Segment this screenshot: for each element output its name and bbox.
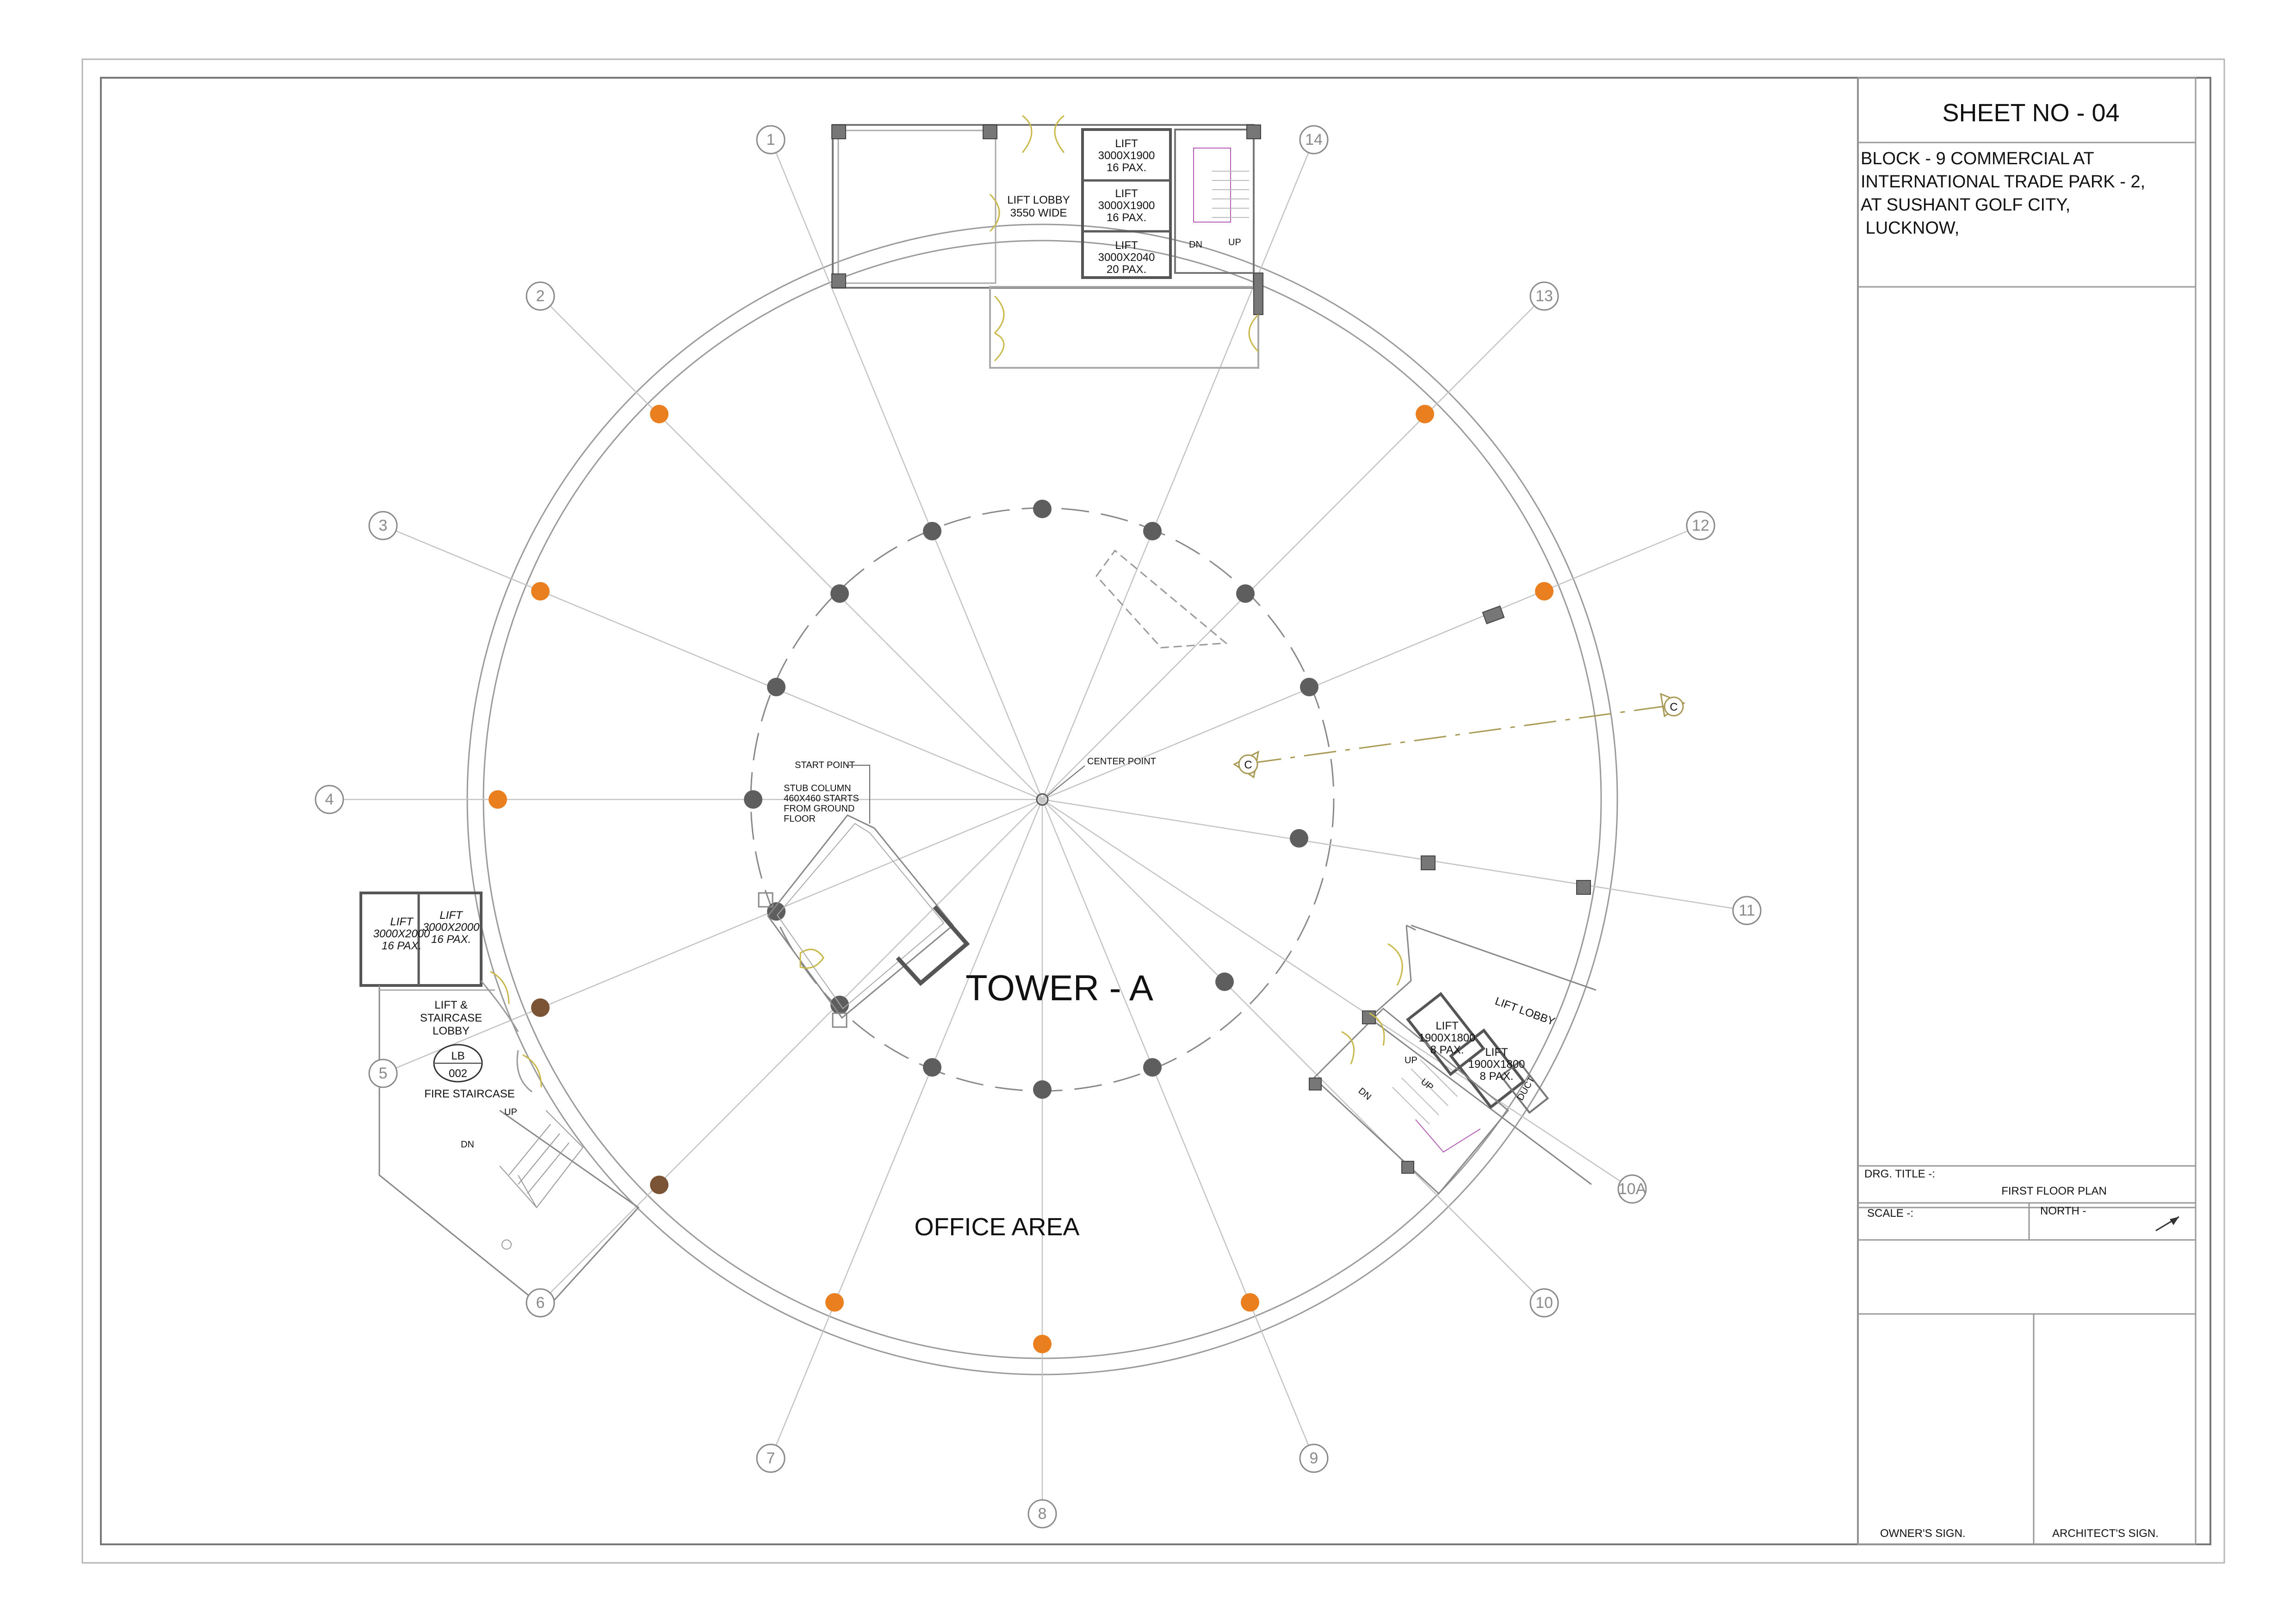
grid-line-7 [776,799,1042,1445]
perimeter-column [650,1176,668,1194]
grid-bubble-14 [1300,126,1328,154]
title-block [1858,78,2196,1544]
north-lift-2-line-3: 16 PAX. [1106,211,1147,224]
west-lobby-line-1: LIFT & [434,999,468,1011]
grid-bubble-3 [369,512,397,539]
inner-column [1300,678,1318,696]
north-label: NORTH - [2040,1205,2086,1217]
svg-text:5: 5 [378,1065,388,1082]
square-column [1577,880,1590,894]
north-lift-1-line-3: 16 PAX. [1106,161,1147,174]
west-lift-1-line-2: 3000X2000 [373,928,430,940]
columns [489,405,1553,1353]
grid-bubble-10 [1530,1289,1558,1317]
north-lift-2-line-1: LIFT [1115,187,1138,200]
perimeter-column [1535,582,1553,601]
north-lift-3-line-1: LIFT [1115,239,1138,252]
center-point-label: CENTER POINT [1087,756,1156,767]
lb-tag-line-2: 002 [448,1067,468,1080]
se-lift-lobby-label: LIFT LOBBY [1493,995,1557,1028]
west-lift-2-line-1: LIFT [439,909,463,922]
square-column [1421,856,1435,870]
svg-text:1: 1 [766,131,775,149]
stub-note-line-3: FROM GROUND [784,804,855,814]
project-line-2: INTERNATIONAL TRADE PARK - 2, [1861,172,2146,192]
north-lift-3-line-3: 20 PAX. [1106,263,1147,276]
grid-bubble-6 [526,1289,554,1317]
perimeter-column [825,1293,844,1312]
outer-border [82,59,2224,1563]
grid-bubble-8 [1028,1500,1056,1528]
north-lift-3-line-2: 3000X2040 [1098,251,1155,264]
project-line-3: AT SUSHANT GOLF CITY, [1861,195,2071,215]
grid-bubble-4 [316,786,343,813]
shaft-outline [1096,551,1226,648]
grid-bubble-13 [1530,282,1558,310]
office-area-label: OFFICE AREA [914,1213,1080,1241]
inner-column [830,584,849,603]
tower-label: TOWER - A [965,967,1153,1008]
grid-line-3 [396,531,1042,799]
svg-text:13: 13 [1535,287,1553,305]
west-stair-dn: DN [461,1140,474,1150]
southeast-core [1309,925,1596,1194]
grid-bubble-12 [1687,512,1714,539]
perimeter-column [650,405,668,423]
west-stair-up: UP [504,1107,517,1117]
west-lobby-line-2: STAIRCASE [420,1012,483,1024]
west-lobby-line-3: LOBBY [432,1025,470,1037]
north-lift-lobby-line-1: LIFT LOBBY [1007,194,1070,206]
inner-column [1215,973,1234,991]
svg-text:12: 12 [1692,517,1709,534]
north-lift-1-line-1: LIFT [1115,137,1138,150]
drawing-title: FIRST FLOOR PLAN [2001,1185,2107,1197]
grid-line-5 [396,799,1042,1068]
svg-text:6: 6 [536,1294,545,1312]
grid-bubble-10a [1618,1175,1646,1203]
svg-text:7: 7 [766,1450,775,1467]
north-lift-2-line-2: 3000X1900 [1098,199,1155,212]
inner-column [1143,522,1162,540]
central-core [759,815,967,1027]
inner-column [1143,1058,1162,1077]
floor-plan [316,116,1761,1528]
north-stair-dn: DN [1189,240,1202,250]
se-lift-2-line-1: LIFT [1485,1046,1508,1059]
perimeter-column [531,582,550,601]
drawing-title-label: DRG. TITLE -: [1864,1168,1935,1180]
inner-column [1290,829,1308,848]
svg-text:10: 10 [1535,1294,1553,1312]
start-point-label: START POINT [795,760,855,770]
se-lift-1-line-1: LIFT [1436,1020,1459,1032]
west-lift-2-line-2: 3000X2000 [422,921,480,934]
stub-note-line-1: STUB COLUMN [784,783,851,793]
svg-text:2: 2 [536,287,545,305]
inner-column [1236,584,1255,603]
inner-border [101,78,2210,1544]
inner-column [744,790,762,809]
perimeter-column [489,790,507,809]
perimeter-column [531,998,550,1017]
stub-note-line-4: FLOOR [784,814,816,824]
svg-text:8: 8 [1038,1505,1047,1523]
inner-column [1033,1080,1052,1099]
grid-line-9 [1042,799,1309,1445]
north-stair-up: UP [1228,237,1241,248]
north-core [832,116,1263,368]
perimeter-column [1241,1293,1259,1312]
grid-bubble-11 [1733,897,1761,924]
se-stair-dn: DN [1356,1085,1374,1103]
inner-column [923,1058,941,1077]
se-lift-1-line-2: 1900X1800 [1418,1032,1476,1044]
project-line-1: BLOCK - 9 COMMERCIAL AT [1861,149,2094,168]
svg-text:3: 3 [378,517,388,534]
inner-column [1033,500,1052,518]
grid-bubble-5 [369,1059,397,1087]
svg-text:10A: 10A [1618,1180,1646,1198]
se-lift-1-line-3: 8 PAX. [1430,1044,1464,1056]
svg-text:C: C [1244,759,1252,771]
se-lift-2-line-2: 1900X1800 [1468,1058,1525,1071]
north-arrow-icon [2156,1217,2179,1231]
grid-bubbles [316,126,1761,1528]
north-lift-lobby-line-2: 3550 WIDE [1010,207,1067,219]
svg-text:4: 4 [325,791,334,808]
grid-line-1 [776,153,1042,799]
west-lift-1-line-1: LIFT [390,916,413,928]
se-duct-label: DUCT [1515,1075,1537,1103]
grid-bubble-7 [757,1444,785,1472]
north-lift-1-line-2: 3000X1900 [1098,149,1155,162]
fire-staircase-label: FIRE STAIRCASE [424,1088,515,1100]
svg-text:14: 14 [1305,131,1323,149]
inner-column [767,678,786,696]
perimeter-column [1416,405,1434,423]
west-lift-1-line-3: 16 PAX. [381,940,422,952]
square-column [1483,606,1504,624]
project-line-4: LUCKNOW, [1861,218,1960,238]
architect-signature-label: ARCHITECT'S SIGN. [2052,1527,2159,1540]
svg-text:9: 9 [1309,1450,1318,1467]
lb-tag-line-1: LB [451,1050,465,1062]
inner-column [923,522,941,540]
west-lift-2-line-3: 16 PAX. [431,933,471,946]
svg-text:C: C [1670,701,1678,713]
perimeter-column [1033,1335,1052,1353]
grid-bubble-2 [526,282,554,310]
grid-bubble-9 [1300,1444,1328,1472]
se-stair-up-1: UP [1405,1055,1417,1065]
stub-note-line-2: 460X460 STARTS [784,793,859,804]
se-lift-2-line-3: 8 PAX. [1479,1070,1514,1083]
se-stair-up-2: UP [1418,1076,1436,1093]
sheet-number: SHEET NO - 04 [1942,99,2120,127]
svg-text:11: 11 [1739,902,1755,919]
grid-line-11 [1042,799,1733,908]
grid-line-13 [1042,306,1535,799]
grid-line-2 [550,306,1042,799]
owner-signature-label: OWNER'S SIGN. [1880,1527,1966,1540]
grid-bubble-1 [757,126,785,154]
scale-label: SCALE -: [1867,1207,1914,1220]
